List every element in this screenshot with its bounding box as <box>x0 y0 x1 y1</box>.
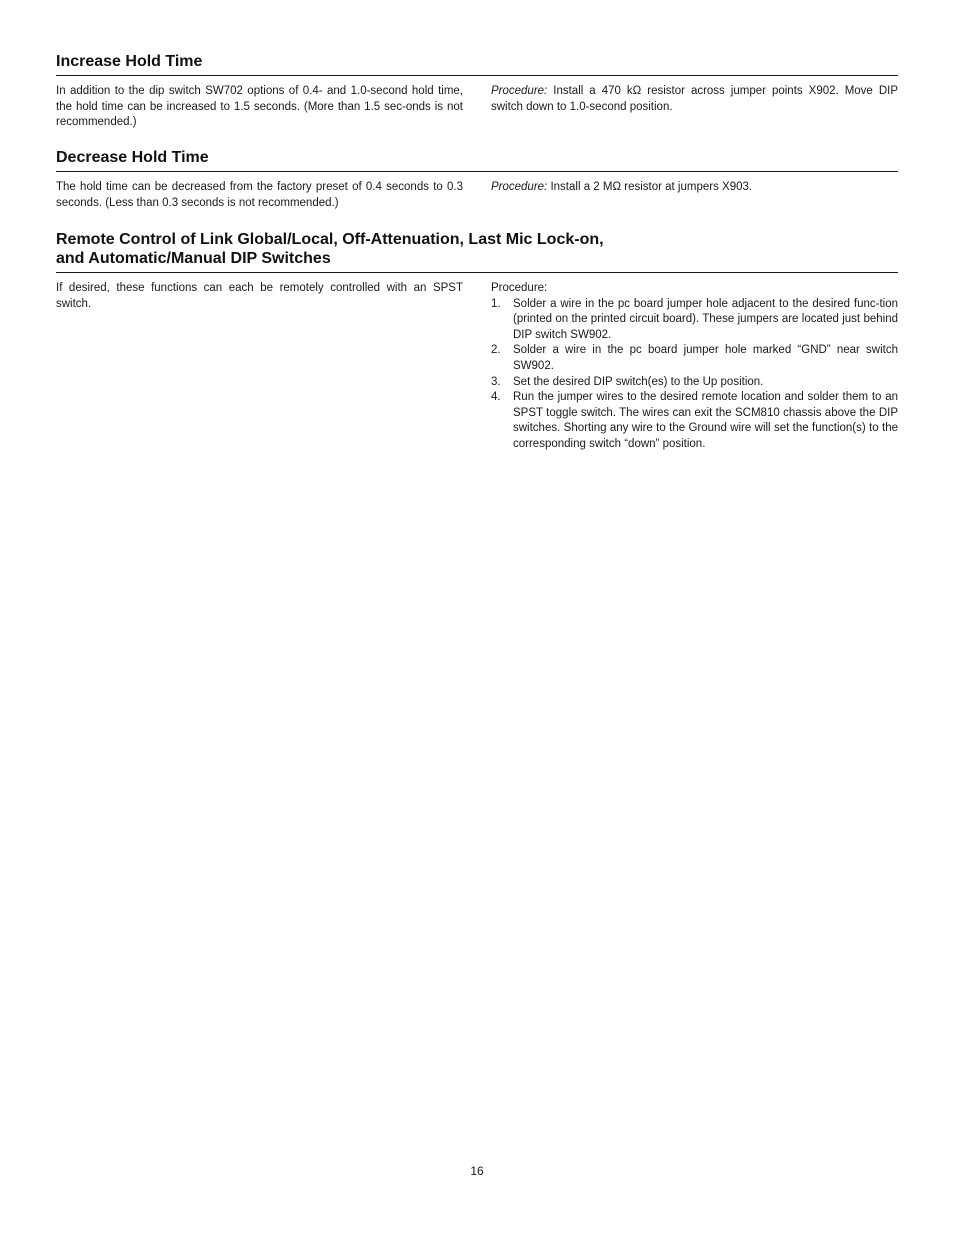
section-title <box>56 230 898 273</box>
procedure-label: Procedure: <box>491 85 548 97</box>
step-number: 3. <box>491 375 501 388</box>
left-column <box>56 281 463 453</box>
section-increase-hold-time <box>56 52 898 131</box>
list-item <box>491 297 898 344</box>
procedure-steps <box>491 297 898 453</box>
step-text: Set the desired DIP switch(es) to the Up position. <box>513 375 764 388</box>
right-column <box>491 281 898 453</box>
step-text: Solder a wire in the pc board jumper hole marked “GND” near switch SW902. <box>513 344 898 372</box>
procedure-label: Procedure: <box>491 181 548 193</box>
step-number: 4. <box>491 391 501 404</box>
description-text: In addition to the dip switch SW702 options of 0.4- and 1.0-second hold time, the hold time can be increased to 1.5 seconds. (More than 1.5 sec-onds is not recommended.) <box>56 85 463 129</box>
step-number: 2. <box>491 344 501 357</box>
list-item <box>491 343 898 374</box>
description-text: If desired, these functions can each be remotely controlled with an SPST switch. <box>56 282 463 310</box>
section-columns <box>56 180 898 211</box>
left-column <box>56 84 463 131</box>
right-column <box>491 84 898 131</box>
right-column <box>491 180 898 211</box>
description-text: The hold time can be decreased from the factory preset of 0.4 seconds to 0.3 seconds. (Less than 0.3 seconds is not recommended.) <box>56 181 463 209</box>
step-text: Run the jumper wires to the desired remote location and solder them to an SPST toggle switch. The wires can exit the SCM810 chassis above the DIP switches. Shorting any wire to the Ground wire will set the function(s) to the corresponding switch “down” position. <box>513 391 898 450</box>
section-columns <box>56 84 898 131</box>
procedure-text <box>491 180 898 196</box>
procedure-text <box>491 84 898 115</box>
section-columns <box>56 281 898 453</box>
procedure-body: Install a 470 kΩ resistor across jumper points X902. Move DIP switch down to 1.0-second position. <box>491 85 898 113</box>
section-title: Increase Hold Time <box>56 52 898 76</box>
step-text: Solder a wire in the pc board jumper hole adjacent to the desired func-tion (printed on the printed circuit board). These jumpers are located just behind DIP switch SW902. <box>513 297 898 341</box>
procedure-body: Install a 2 MΩ resistor at jumpers X903. <box>547 181 753 193</box>
page-number: 16 <box>470 1164 484 1178</box>
procedure-label: Procedure: <box>491 282 548 294</box>
section-title-line2: and Automatic/Manual DIP Switches <box>56 250 331 267</box>
section-title: Decrease Hold Time <box>56 148 898 172</box>
section-remote-control <box>56 230 898 453</box>
section-title-line1: Remote Control of Link Global/Local, Off-Attenuation, Last Mic Lock-on, <box>56 231 604 248</box>
list-item <box>491 375 898 391</box>
left-column <box>56 180 463 211</box>
list-item <box>491 390 898 452</box>
section-decrease-hold-time <box>56 148 898 211</box>
step-number: 1. <box>491 297 501 310</box>
